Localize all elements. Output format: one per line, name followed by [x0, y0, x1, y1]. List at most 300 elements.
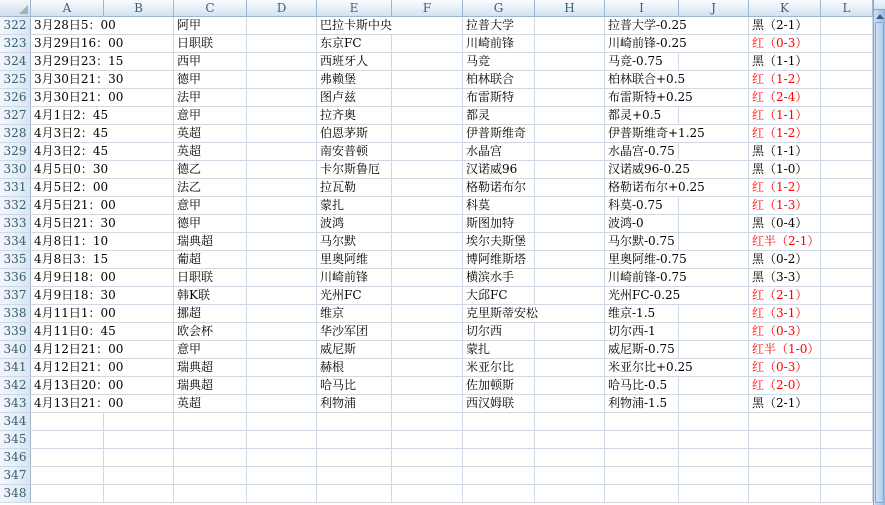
cell-J348[interactable] [679, 485, 749, 502]
cell-A330[interactable] [31, 161, 109, 178]
cell-G331[interactable] [463, 179, 535, 196]
cell-C328[interactable] [174, 125, 247, 142]
cell-B327[interactable] [104, 107, 174, 124]
cell-L332[interactable] [821, 197, 873, 214]
cell-D335[interactable] [247, 251, 317, 268]
cell-E338[interactable] [317, 305, 392, 322]
cell-C323[interactable] [174, 35, 247, 52]
cell-B330[interactable] [104, 161, 174, 178]
cell-L334[interactable] [821, 233, 873, 250]
cell-K326[interactable] [749, 89, 821, 106]
cell-J337[interactable] [679, 287, 749, 304]
cell-I347[interactable] [605, 467, 679, 484]
cell-F347[interactable] [392, 467, 463, 484]
cell-G339[interactable] [463, 323, 535, 340]
cell-B331[interactable] [104, 179, 174, 196]
cell-A323[interactable] [31, 35, 124, 52]
row-header-335[interactable]: 335 [0, 251, 31, 268]
cell-L327[interactable] [821, 107, 873, 124]
cell-F329[interactable] [392, 143, 463, 160]
cell-F328[interactable] [392, 125, 463, 142]
cell-A343[interactable] [31, 395, 124, 412]
cell-K335[interactable] [749, 251, 821, 268]
cell-H330[interactable] [535, 161, 605, 178]
cell-A326[interactable] [31, 89, 124, 106]
cell-I324[interactable] [605, 53, 679, 70]
cell-H336[interactable] [535, 269, 605, 286]
cell-J344[interactable] [679, 413, 749, 430]
cell-K343[interactable] [749, 395, 821, 412]
cell-I331[interactable] [605, 179, 705, 196]
cell-H344[interactable] [535, 413, 605, 430]
cell-F333[interactable] [392, 215, 463, 232]
cell-H328[interactable] [535, 125, 605, 142]
cell-L337[interactable] [821, 287, 873, 304]
cell-G327[interactable] [463, 107, 535, 124]
row-header-324[interactable]: 324 [0, 53, 31, 70]
cell-K336[interactable] [749, 269, 821, 286]
cell-J343[interactable] [679, 395, 749, 412]
cell-G341[interactable] [463, 359, 535, 376]
cell-A322[interactable] [31, 17, 116, 34]
cell-A328[interactable] [31, 125, 109, 142]
cell-K334[interactable] [749, 233, 821, 250]
cell-I328[interactable] [605, 125, 705, 142]
cell-H340[interactable] [535, 341, 605, 358]
cell-D323[interactable] [247, 35, 317, 52]
cell-E324[interactable] [317, 53, 392, 70]
cell-C327[interactable] [174, 107, 247, 124]
cell-J327[interactable] [679, 107, 749, 124]
row-header-334[interactable]: 334 [0, 233, 31, 250]
row-header-333[interactable]: 333 [0, 215, 31, 232]
cell-E325[interactable] [317, 71, 392, 88]
cell-J339[interactable] [679, 323, 749, 340]
cell-H337[interactable] [535, 287, 605, 304]
cell-L323[interactable] [821, 35, 873, 52]
cell-K344[interactable] [749, 413, 821, 430]
cell-E345[interactable] [317, 431, 392, 448]
cell-C341[interactable] [174, 359, 247, 376]
cell-B328[interactable] [104, 125, 174, 142]
cell-C344[interactable] [174, 413, 247, 430]
cell-E333[interactable] [317, 215, 392, 232]
cell-I338[interactable] [605, 305, 679, 322]
cell-H348[interactable] [535, 485, 605, 502]
cell-E343[interactable] [317, 395, 392, 412]
cell-J324[interactable] [679, 53, 749, 70]
cell-K328[interactable] [749, 125, 821, 142]
cell-C348[interactable] [174, 485, 247, 502]
cell-D339[interactable] [247, 323, 317, 340]
cell-G347[interactable] [463, 467, 535, 484]
cell-E339[interactable] [317, 323, 392, 340]
cell-F345[interactable] [392, 431, 463, 448]
cell-J323[interactable] [679, 35, 749, 52]
cell-H346[interactable] [535, 449, 605, 466]
cell-G337[interactable] [463, 287, 535, 304]
column-header-K[interactable]: K [749, 0, 821, 17]
cell-D328[interactable] [247, 125, 317, 142]
cell-D345[interactable] [247, 431, 317, 448]
cell-C332[interactable] [174, 197, 247, 214]
cell-K332[interactable] [749, 197, 821, 214]
cell-F343[interactable] [392, 395, 463, 412]
cell-F348[interactable] [392, 485, 463, 502]
cell-J347[interactable] [679, 467, 749, 484]
cell-G334[interactable] [463, 233, 535, 250]
cell-H347[interactable] [535, 467, 605, 484]
cell-G333[interactable] [463, 215, 535, 232]
cell-C342[interactable] [174, 377, 247, 394]
cell-D332[interactable] [247, 197, 317, 214]
cell-I327[interactable] [605, 107, 679, 124]
cell-H339[interactable] [535, 323, 605, 340]
cell-C322[interactable] [174, 17, 247, 34]
cell-A324[interactable] [31, 53, 124, 70]
cell-A344[interactable] [31, 413, 104, 430]
cell-H327[interactable] [535, 107, 605, 124]
row-header-338[interactable]: 338 [0, 305, 31, 322]
cell-H332[interactable] [535, 197, 605, 214]
cell-C326[interactable] [174, 89, 247, 106]
column-header-A[interactable]: A [31, 0, 104, 17]
cell-D333[interactable] [247, 215, 317, 232]
cell-A329[interactable] [31, 143, 109, 160]
cell-L329[interactable] [821, 143, 873, 160]
cell-G335[interactable] [463, 251, 535, 268]
cell-J336[interactable] [679, 269, 749, 286]
cell-H333[interactable] [535, 215, 605, 232]
cell-D325[interactable] [247, 71, 317, 88]
cell-K339[interactable] [749, 323, 821, 340]
cell-C330[interactable] [174, 161, 247, 178]
cell-A325[interactable] [31, 71, 124, 88]
cell-A345[interactable] [31, 431, 104, 448]
cell-A338[interactable] [31, 305, 116, 322]
cell-J333[interactable] [679, 215, 749, 232]
cell-A331[interactable] [31, 179, 109, 196]
cell-G326[interactable] [463, 89, 535, 106]
cell-D348[interactable] [247, 485, 317, 502]
cell-C334[interactable] [174, 233, 247, 250]
cell-H341[interactable] [535, 359, 605, 376]
cell-G323[interactable] [463, 35, 535, 52]
cell-L331[interactable] [821, 179, 873, 196]
cell-K324[interactable] [749, 53, 821, 70]
cell-C345[interactable] [174, 431, 247, 448]
cell-L346[interactable] [821, 449, 873, 466]
cell-H343[interactable] [535, 395, 605, 412]
cell-E348[interactable] [317, 485, 392, 502]
row-header-348[interactable]: 348 [0, 485, 31, 502]
cell-D342[interactable] [247, 377, 317, 394]
cell-L348[interactable] [821, 485, 873, 502]
cell-K337[interactable] [749, 287, 821, 304]
cell-H323[interactable] [535, 35, 605, 52]
cell-D329[interactable] [247, 143, 317, 160]
cell-B345[interactable] [104, 431, 174, 448]
cell-F330[interactable] [392, 161, 463, 178]
cell-A334[interactable] [31, 233, 109, 250]
cell-A348[interactable] [31, 485, 104, 502]
cell-F327[interactable] [392, 107, 463, 124]
cell-F346[interactable] [392, 449, 463, 466]
cell-A341[interactable] [31, 359, 124, 376]
cell-J346[interactable] [679, 449, 749, 466]
cell-E346[interactable] [317, 449, 392, 466]
row-header-339[interactable]: 339 [0, 323, 31, 340]
cell-L336[interactable] [821, 269, 873, 286]
row-header-337[interactable]: 337 [0, 287, 31, 304]
cell-D340[interactable] [247, 341, 317, 358]
cell-L328[interactable] [821, 125, 873, 142]
cell-J335[interactable] [679, 251, 749, 268]
cell-A347[interactable] [31, 467, 104, 484]
row-header-331[interactable]: 331 [0, 179, 31, 196]
cell-C347[interactable] [174, 467, 247, 484]
cell-I325[interactable] [605, 71, 686, 88]
cell-G344[interactable] [463, 413, 535, 430]
row-header-330[interactable]: 330 [0, 161, 31, 178]
cell-E326[interactable] [317, 89, 392, 106]
cell-C346[interactable] [174, 449, 247, 466]
cell-G336[interactable] [463, 269, 535, 286]
cell-A339[interactable] [31, 323, 116, 340]
cell-H342[interactable] [535, 377, 605, 394]
cell-E332[interactable] [317, 197, 392, 214]
cell-E323[interactable] [317, 35, 392, 52]
cell-I344[interactable] [605, 413, 679, 430]
cell-G322[interactable] [463, 17, 535, 34]
cell-H338[interactable] [535, 305, 605, 322]
cell-H335[interactable] [535, 251, 605, 268]
cell-F332[interactable] [392, 197, 463, 214]
cell-D334[interactable] [247, 233, 317, 250]
cell-K340[interactable] [749, 341, 821, 358]
cell-B335[interactable] [104, 251, 174, 268]
cell-I339[interactable] [605, 323, 679, 340]
cell-D327[interactable] [247, 107, 317, 124]
cell-I346[interactable] [605, 449, 679, 466]
cell-A340[interactable] [31, 341, 124, 358]
cell-H329[interactable] [535, 143, 605, 160]
cell-I333[interactable] [605, 215, 679, 232]
cell-I341[interactable] [605, 359, 693, 376]
scrollbar-thumb[interactable] [875, 22, 884, 503]
cell-K342[interactable] [749, 377, 821, 394]
cell-I340[interactable] [605, 341, 679, 358]
cell-E322[interactable] [317, 17, 392, 34]
cell-F331[interactable] [392, 179, 463, 196]
row-header-325[interactable]: 325 [0, 71, 31, 88]
cell-D322[interactable] [247, 17, 317, 34]
cell-E341[interactable] [317, 359, 392, 376]
cell-J325[interactable] [679, 71, 749, 88]
row-header-329[interactable]: 329 [0, 143, 31, 160]
cell-F322[interactable] [392, 17, 463, 34]
cell-H324[interactable] [535, 53, 605, 70]
cell-L344[interactable] [821, 413, 873, 430]
column-header-I[interactable]: I [605, 0, 679, 17]
cell-L340[interactable] [821, 341, 873, 358]
cell-L330[interactable] [821, 161, 873, 178]
cell-K345[interactable] [749, 431, 821, 448]
cell-G338[interactable] [463, 305, 539, 322]
row-header-328[interactable]: 328 [0, 125, 31, 142]
cell-C336[interactable] [174, 269, 247, 286]
cell-G345[interactable] [463, 431, 535, 448]
cell-L338[interactable] [821, 305, 873, 322]
cell-C335[interactable] [174, 251, 247, 268]
cell-F323[interactable] [392, 35, 463, 52]
cell-H325[interactable] [535, 71, 605, 88]
cell-G342[interactable] [463, 377, 535, 394]
cell-G329[interactable] [463, 143, 535, 160]
cell-I343[interactable] [605, 395, 679, 412]
cell-K322[interactable] [749, 17, 821, 34]
cell-A335[interactable] [31, 251, 109, 268]
cell-L341[interactable] [821, 359, 873, 376]
cell-G340[interactable] [463, 341, 535, 358]
cell-D326[interactable] [247, 89, 317, 106]
cell-E347[interactable] [317, 467, 392, 484]
cell-A332[interactable] [31, 197, 116, 214]
cell-K327[interactable] [749, 107, 821, 124]
cell-F334[interactable] [392, 233, 463, 250]
cell-J329[interactable] [679, 143, 749, 160]
row-header-323[interactable]: 323 [0, 35, 31, 52]
cell-G343[interactable] [463, 395, 535, 412]
cell-D346[interactable] [247, 449, 317, 466]
cell-L325[interactable] [821, 71, 873, 88]
cell-F340[interactable] [392, 341, 463, 358]
cell-F344[interactable] [392, 413, 463, 430]
cell-J322[interactable] [679, 17, 749, 34]
cell-A327[interactable] [31, 107, 109, 124]
vertical-scrollbar[interactable] [873, 0, 885, 505]
cell-A337[interactable] [31, 287, 116, 304]
cell-G348[interactable] [463, 485, 535, 502]
cell-G324[interactable] [463, 53, 535, 70]
cell-L347[interactable] [821, 467, 873, 484]
cell-L342[interactable] [821, 377, 873, 394]
cell-K348[interactable] [749, 485, 821, 502]
cell-J332[interactable] [679, 197, 749, 214]
cell-J345[interactable] [679, 431, 749, 448]
cell-H345[interactable] [535, 431, 605, 448]
cell-L333[interactable] [821, 215, 873, 232]
cell-F326[interactable] [392, 89, 463, 106]
row-header-336[interactable]: 336 [0, 269, 31, 286]
cell-I334[interactable] [605, 233, 679, 250]
row-header-332[interactable]: 332 [0, 197, 31, 214]
cell-J342[interactable] [679, 377, 749, 394]
cell-L335[interactable] [821, 251, 873, 268]
cell-L343[interactable] [821, 395, 873, 412]
cell-F339[interactable] [392, 323, 463, 340]
cell-I330[interactable] [605, 161, 691, 178]
row-header-346[interactable]: 346 [0, 449, 31, 466]
cell-I348[interactable] [605, 485, 679, 502]
cell-H334[interactable] [535, 233, 605, 250]
cell-B334[interactable] [104, 233, 174, 250]
row-header-342[interactable]: 342 [0, 377, 31, 394]
cell-F324[interactable] [392, 53, 463, 70]
cell-D324[interactable] [247, 53, 317, 70]
cell-K347[interactable] [749, 467, 821, 484]
cell-C325[interactable] [174, 71, 247, 88]
cell-E329[interactable] [317, 143, 392, 160]
cell-D343[interactable] [247, 395, 317, 412]
cell-E340[interactable] [317, 341, 392, 358]
cell-D338[interactable] [247, 305, 317, 322]
cell-B344[interactable] [104, 413, 174, 430]
column-header-L[interactable]: L [821, 0, 873, 17]
cell-K338[interactable] [749, 305, 821, 322]
cell-E331[interactable] [317, 179, 392, 196]
column-header-F[interactable]: F [392, 0, 463, 17]
cell-G332[interactable] [463, 197, 535, 214]
cell-B329[interactable] [104, 143, 174, 160]
cell-I329[interactable] [605, 143, 679, 160]
cell-C331[interactable] [174, 179, 247, 196]
cell-K325[interactable] [749, 71, 821, 88]
cell-C340[interactable] [174, 341, 247, 358]
cell-F337[interactable] [392, 287, 463, 304]
cell-E344[interactable] [317, 413, 392, 430]
cell-E335[interactable] [317, 251, 392, 268]
cell-C338[interactable] [174, 305, 247, 322]
cell-I323[interactable] [605, 35, 687, 52]
cell-A346[interactable] [31, 449, 104, 466]
split-handle[interactable] [874, 0, 885, 10]
column-header-G[interactable]: G [463, 0, 535, 17]
cell-G325[interactable] [463, 71, 535, 88]
column-header-H[interactable]: H [535, 0, 605, 17]
cell-I335[interactable] [605, 251, 687, 268]
column-header-D[interactable]: D [247, 0, 317, 17]
column-header-J[interactable]: J [679, 0, 749, 17]
cell-E337[interactable] [317, 287, 392, 304]
cell-J334[interactable] [679, 233, 749, 250]
cell-C339[interactable] [174, 323, 247, 340]
row-header-322[interactable]: 322 [0, 17, 31, 34]
cell-K323[interactable] [749, 35, 821, 52]
cell-L345[interactable] [821, 431, 873, 448]
cell-H331[interactable] [535, 179, 605, 196]
cell-E327[interactable] [317, 107, 392, 124]
cell-C324[interactable] [174, 53, 247, 70]
cell-E328[interactable] [317, 125, 392, 142]
cell-I332[interactable] [605, 197, 679, 214]
cell-I342[interactable] [605, 377, 679, 394]
column-header-E[interactable]: E [317, 0, 392, 17]
cell-E334[interactable] [317, 233, 392, 250]
cell-C337[interactable] [174, 287, 247, 304]
cell-A333[interactable] [31, 215, 116, 232]
cell-D344[interactable] [247, 413, 317, 430]
cell-J338[interactable] [679, 305, 749, 322]
cell-H326[interactable] [535, 89, 605, 106]
row-header-340[interactable]: 340 [0, 341, 31, 358]
cell-B347[interactable] [104, 467, 174, 484]
cell-H322[interactable] [535, 17, 605, 34]
row-header-341[interactable]: 341 [0, 359, 31, 376]
cell-G330[interactable] [463, 161, 535, 178]
cell-L322[interactable] [821, 17, 873, 34]
column-header-C[interactable]: C [174, 0, 247, 17]
